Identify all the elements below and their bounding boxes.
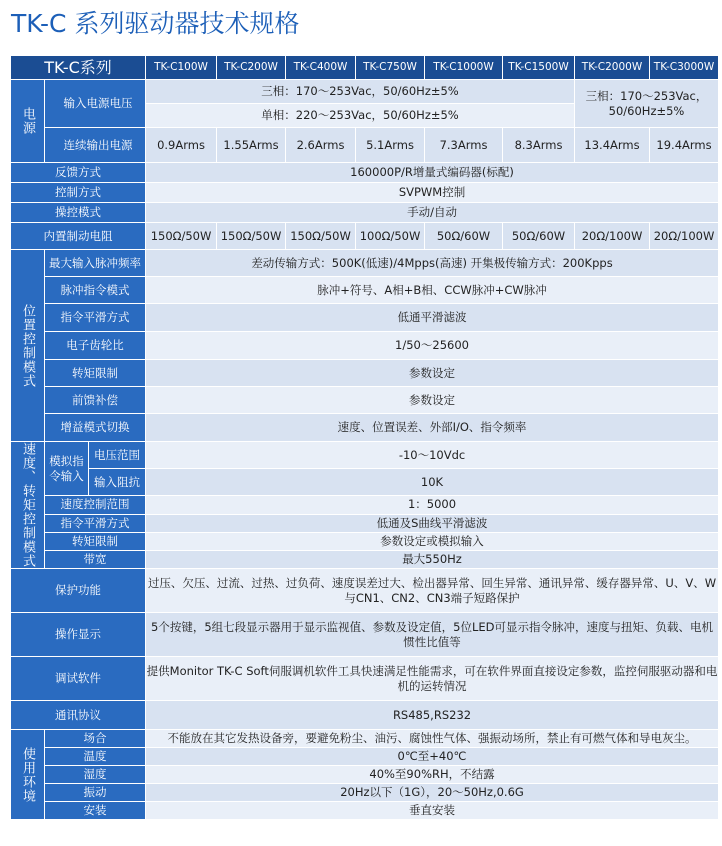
output-value: 1.55Arms	[217, 128, 286, 163]
table-row	[11, 183, 719, 203]
row-value: 垂直安装	[146, 802, 719, 820]
row-label: 场合	[45, 730, 146, 748]
table-row	[11, 496, 719, 514]
table-row	[11, 442, 719, 469]
model-header: TK-C3000W	[650, 56, 719, 80]
table-row	[11, 802, 719, 820]
row-value: 1/50～25600	[146, 332, 719, 360]
brake-value: 150Ω/50W	[286, 223, 356, 250]
table-row	[11, 730, 719, 748]
row-label: 前馈补偿	[45, 387, 146, 414]
table-row	[11, 128, 719, 163]
table-row	[11, 250, 719, 277]
row-value: 手动/自动	[146, 203, 719, 223]
table-row	[11, 701, 719, 730]
row-label: 转矩限制	[45, 360, 146, 387]
category-environment: 使用环境	[11, 730, 45, 820]
brake-value: 150Ω/50W	[217, 223, 286, 250]
row-label: 脉冲指令模式	[45, 277, 146, 304]
row-label: 保护功能	[11, 569, 146, 613]
row-value: 10K	[146, 469, 719, 496]
row-label: 转矩限制	[45, 532, 146, 550]
row-value: 40%至90%RH，不结露	[146, 766, 719, 784]
row-label: 反馈方式	[11, 163, 146, 183]
row-value: -10～10Vdc	[146, 442, 719, 469]
table-row	[11, 532, 719, 550]
row-label: 输入电源电压	[45, 80, 146, 128]
row-label: 带宽	[45, 550, 146, 568]
model-header: TK-C2000W	[575, 56, 650, 80]
table-row	[11, 360, 719, 387]
model-header: TK-C100W	[146, 56, 217, 80]
input-high-power: 三相：170～253Vac，50/60Hz±5%	[575, 80, 719, 128]
row-label: 湿度	[45, 766, 146, 784]
row-label: 通讯协议	[11, 701, 146, 730]
table-row	[11, 514, 719, 532]
table-row	[11, 80, 719, 104]
input-three-phase: 三相：170～253Vac，50/60Hz±5%	[146, 80, 575, 104]
row-value: 参数设定	[146, 360, 719, 387]
row-label: 电子齿轮比	[45, 332, 146, 360]
row-value: 过压、欠压、过流、过热、过负荷、速度误差过大、检出器异常、回生异常、通讯异常、缓存器异常、U、V、W与CN1、CN2、CN3端子短路保护	[146, 569, 719, 613]
row-value: 最大550Hz	[146, 550, 719, 568]
row-value: SVPWM控制	[146, 183, 719, 203]
row-label: 最大输入脉冲频率	[45, 250, 146, 277]
row-label: 内置制动电阻	[11, 223, 146, 250]
row-label: 操作显示	[11, 613, 146, 657]
spec-table	[10, 55, 719, 820]
table-row	[11, 569, 719, 613]
row-value: 低通平滑滤波	[146, 304, 719, 332]
table-row	[11, 748, 719, 766]
row-value: 差动传输方式：500K(低速)/4Mpps(高速) 开集极传输方式：200Kpps	[146, 250, 719, 277]
row-value: 参数设定	[146, 387, 719, 414]
table-row	[11, 304, 719, 332]
table-row	[11, 784, 719, 802]
header-row	[11, 56, 719, 80]
row-label: 速度控制范围	[45, 496, 146, 514]
brake-value: 50Ω/60W	[425, 223, 503, 250]
row-label: 连续输出电源	[45, 128, 146, 163]
row-label: 指令平滑方式	[45, 514, 146, 532]
model-header: TK-C400W	[286, 56, 356, 80]
category-power: 电源	[11, 80, 45, 163]
brake-value: 150Ω/50W	[146, 223, 217, 250]
row-label: 模拟指令输入	[45, 442, 89, 496]
row-value: 160000P/R增量式编码器(标配)	[146, 163, 719, 183]
row-value: 提供Monitor TK-C Soft伺服调机软件工具快速满足性能需求，可在软件界面直接设定参数，监控伺服驱动器和电机的运转情况	[146, 657, 719, 701]
output-value: 19.4Arms	[650, 128, 719, 163]
category-speed-torque: 速度、转矩控制模式	[11, 442, 45, 569]
row-value: 1：5000	[146, 496, 719, 514]
table-row	[11, 657, 719, 701]
row-label: 增益模式切换	[45, 414, 146, 442]
table-row	[11, 387, 719, 414]
row-label: 控制方式	[11, 183, 146, 203]
table-row	[11, 469, 719, 496]
table-row	[11, 223, 719, 250]
table-row	[11, 613, 719, 657]
row-value: 参数设定或模拟输入	[146, 532, 719, 550]
row-label: 输入阻抗	[89, 469, 146, 496]
row-label: 振动	[45, 784, 146, 802]
table-row	[11, 550, 719, 568]
row-value: 20Hz以下（1G），20～50Hz,0.6G	[146, 784, 719, 802]
table-row	[11, 163, 719, 183]
brake-value: 20Ω/100W	[575, 223, 650, 250]
output-value: 0.9Arms	[146, 128, 217, 163]
model-header: TK-C200W	[217, 56, 286, 80]
output-value: 7.3Arms	[425, 128, 503, 163]
row-label: 调试软件	[11, 657, 146, 701]
row-value: 速度、位置误差、外部I/O、指令频率	[146, 414, 719, 442]
brake-value: 20Ω/100W	[650, 223, 719, 250]
output-value: 13.4Arms	[575, 128, 650, 163]
model-header: TK-C1000W	[425, 56, 503, 80]
row-label: 温度	[45, 748, 146, 766]
table-row	[11, 414, 719, 442]
row-label: 安装	[45, 802, 146, 820]
row-label: 指令平滑方式	[45, 304, 146, 332]
table-row	[11, 332, 719, 360]
row-value: 0℃至+40℃	[146, 748, 719, 766]
brake-value: 100Ω/50W	[356, 223, 425, 250]
row-label: 操控模式	[11, 203, 146, 223]
row-value: 低通及S曲线平滑滤波	[146, 514, 719, 532]
table-row	[11, 766, 719, 784]
model-header: TK-C750W	[356, 56, 425, 80]
output-value: 2.6Arms	[286, 128, 356, 163]
row-value: 5个按键，5组七段显示器用于显示监视值、参数及设定值，5位LED可显示指令脉冲，速度与扭矩、负载、电机惯性比值等	[146, 613, 719, 657]
category-position: 位置控制模式	[11, 250, 45, 442]
brake-value: 50Ω/60W	[503, 223, 575, 250]
model-header: TK-C1500W	[503, 56, 575, 80]
page-title: TK-C 系列驱动器技术规格	[11, 9, 300, 38]
row-value: 脉冲+符号、A相+B相、CCW脉冲+CW脉冲	[146, 277, 719, 304]
table-row	[11, 277, 719, 304]
row-value: RS485,RS232	[146, 701, 719, 730]
output-value: 5.1Arms	[356, 128, 425, 163]
output-value: 8.3Arms	[503, 128, 575, 163]
row-value: 不能放在其它发热设备旁，要避免粉尘、油污、腐蚀性气体、强振动场所，禁止有可燃气体和导电灰尘。	[146, 730, 719, 748]
table-row	[11, 203, 719, 223]
row-label: 电压范围	[89, 442, 146, 469]
input-single-phase: 单相：220～253Vac，50/60Hz±5%	[146, 104, 575, 128]
series-header: TK-C系列	[11, 56, 146, 80]
